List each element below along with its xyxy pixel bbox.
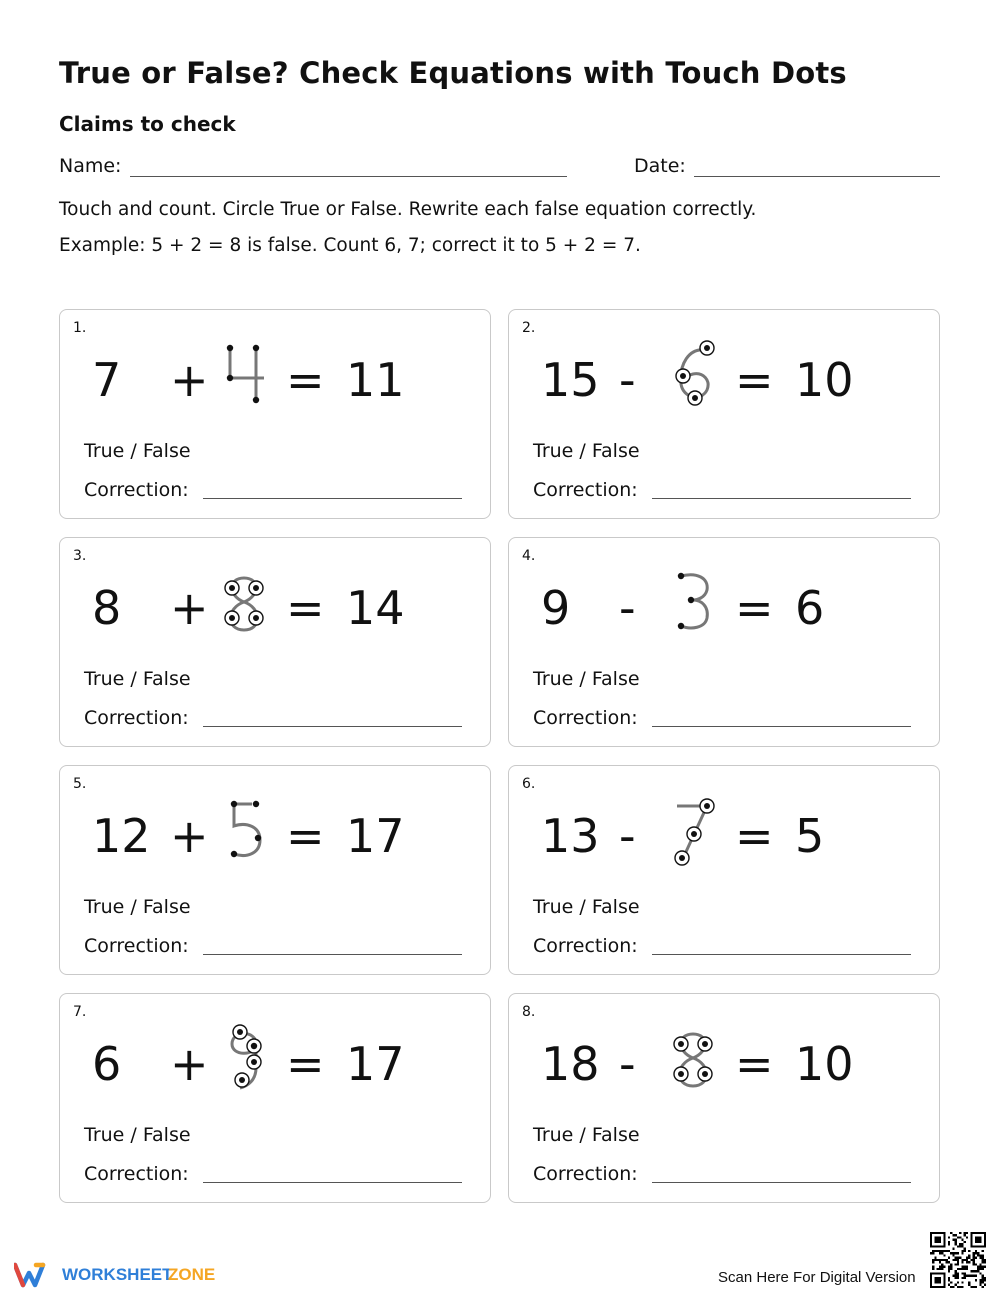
problem-card: [508, 765, 940, 975]
touch-dot: [253, 397, 259, 403]
brand-zone: ZONE: [168, 1265, 216, 1284]
touch-dot: [688, 597, 694, 603]
problem-card: [59, 537, 491, 747]
result: 10: [795, 353, 854, 407]
date-label: Date:: [634, 155, 686, 177]
true-false-choice[interactable]: True / False: [533, 896, 640, 918]
correction-line[interactable]: [203, 954, 462, 955]
example-text: Example: 5 + 2 = 8 is false. Count 6, 7; correct it to 5 + 2 = 7.: [59, 235, 641, 256]
equals-sign: =: [735, 353, 774, 407]
touch-digit: [667, 566, 719, 638]
problem-number: 6.: [522, 776, 536, 792]
result: 14: [346, 581, 405, 635]
result: 6: [795, 581, 825, 635]
true-false-choice[interactable]: True / False: [533, 1124, 640, 1146]
correction-label: Correction:: [84, 935, 189, 957]
result: 11: [346, 353, 405, 407]
correction-line[interactable]: [652, 726, 911, 727]
brand-worksheet: WORKSHEET: [62, 1265, 173, 1284]
operand-a: 12: [92, 809, 151, 863]
correction-label: Correction:: [533, 479, 638, 501]
instructions: Touch and count. Circle True or False. Rewrite each false equation correctly.: [59, 199, 757, 220]
touch-dot: [678, 573, 684, 579]
problem-number: 5.: [73, 776, 87, 792]
operand-a: 6: [92, 1037, 122, 1091]
touch-dot: [253, 345, 259, 351]
date-line[interactable]: [694, 176, 940, 177]
operand-a: 15: [541, 353, 600, 407]
true-false-choice[interactable]: True / False: [84, 668, 191, 690]
correction-label: Correction:: [84, 479, 189, 501]
problem-card: [508, 537, 940, 747]
touch-digit: [218, 338, 270, 410]
true-false-choice[interactable]: True / False: [84, 1124, 191, 1146]
problem-number: 2.: [522, 320, 536, 336]
operand-a: 13: [541, 809, 600, 863]
operator: +: [170, 581, 209, 635]
touch-digit: [218, 1022, 270, 1094]
equals-sign: =: [286, 809, 325, 863]
operator: +: [170, 1037, 209, 1091]
scan-text: Scan Here For Digital Version: [718, 1269, 916, 1286]
problem-card: [508, 309, 940, 519]
correction-line[interactable]: [203, 498, 462, 499]
true-false-choice[interactable]: True / False: [84, 896, 191, 918]
operator: -: [619, 353, 636, 407]
operator: -: [619, 1037, 636, 1091]
equals-sign: =: [735, 809, 774, 863]
correction-label: Correction:: [84, 1163, 189, 1185]
true-false-choice[interactable]: True / False: [533, 668, 640, 690]
correction-line[interactable]: [203, 1182, 462, 1183]
problem-number: 7.: [73, 1004, 87, 1020]
operator: -: [619, 581, 636, 635]
problem-card: [59, 765, 491, 975]
touch-dot: [253, 801, 259, 807]
result: 17: [346, 809, 405, 863]
problem-number: 1.: [73, 320, 87, 336]
page-title: True or False? Check Equations with Touch Dots: [59, 56, 847, 90]
touch-digit: [667, 794, 719, 866]
touch-dot: [227, 375, 233, 381]
qr-code[interactable]: [930, 1232, 986, 1288]
section-subtitle: Claims to check: [59, 112, 236, 136]
equals-sign: =: [286, 581, 325, 635]
operator: -: [619, 809, 636, 863]
correction-label: Correction:: [533, 707, 638, 729]
problem-number: 3.: [73, 548, 87, 564]
problem-card: [508, 993, 940, 1203]
touch-digit: [667, 338, 719, 410]
correction-line[interactable]: [652, 498, 911, 499]
problem-number: 8.: [522, 1004, 536, 1020]
operator: +: [170, 809, 209, 863]
touch-dot: [255, 835, 261, 841]
touch-digit: [667, 1022, 719, 1094]
touch-digit: [218, 566, 270, 638]
correction-line[interactable]: [203, 726, 462, 727]
correction-label: Correction:: [533, 935, 638, 957]
touch-dot: [231, 851, 237, 857]
equals-sign: =: [735, 581, 774, 635]
correction-label: Correction:: [84, 707, 189, 729]
touch-dot: [251, 1043, 257, 1049]
name-line[interactable]: [130, 176, 567, 177]
operand-a: 18: [541, 1037, 600, 1091]
equals-sign: =: [286, 353, 325, 407]
operand-a: 7: [92, 353, 122, 407]
touch-dot: [227, 345, 233, 351]
operand-a: 9: [541, 581, 571, 635]
problem-card: [59, 309, 491, 519]
result: 5: [795, 809, 825, 863]
correction-label: Correction:: [533, 1163, 638, 1185]
result: 17: [346, 1037, 405, 1091]
touch-digit: [218, 794, 270, 866]
true-false-choice[interactable]: True / False: [533, 440, 640, 462]
name-label: Name:: [59, 155, 122, 177]
equals-sign: =: [735, 1037, 774, 1091]
true-false-choice[interactable]: True / False: [84, 440, 191, 462]
equals-sign: =: [286, 1037, 325, 1091]
result: 10: [795, 1037, 854, 1091]
operand-a: 8: [92, 581, 122, 635]
problem-number: 4.: [522, 548, 536, 564]
operator: +: [170, 353, 209, 407]
worksheetzone-logo: [14, 1259, 254, 1289]
correction-line[interactable]: [652, 1182, 911, 1183]
correction-line[interactable]: [652, 954, 911, 955]
touch-dot: [231, 801, 237, 807]
touch-dot: [678, 623, 684, 629]
problem-card: [59, 993, 491, 1203]
